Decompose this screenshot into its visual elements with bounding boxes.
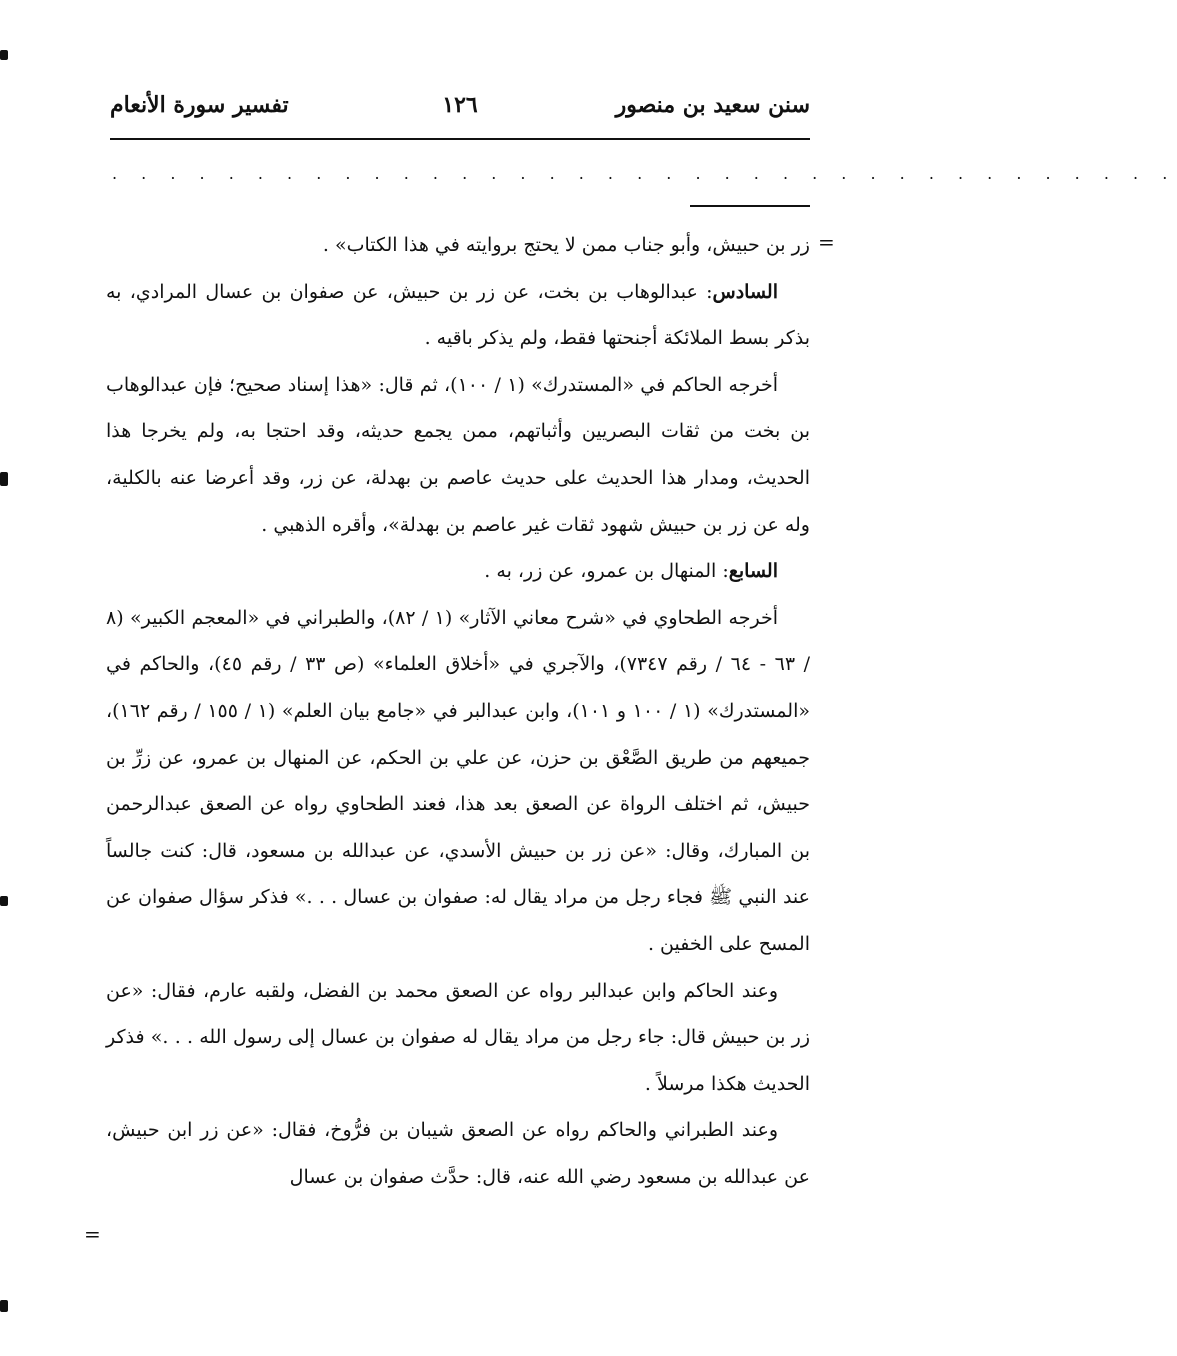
paragraph-text: : عبدالوهاب بن بخت، عن زر بن حبيش، عن صفوان بن عسال المرادي، به بذكر بسط الملائكة أجنحتها فقط، ولم يذكر باقيه . — [106, 280, 810, 350]
header-rule — [110, 138, 810, 140]
book-title: سنن سعيد بن منصور — [615, 92, 810, 118]
continuation-mark-bottom: = — [84, 1222, 101, 1246]
paragraph-text: زر بن حبيش، وأبو جناب ممن لا يحتج بروايته في هذا الكتاب» . — [322, 234, 810, 256]
footnote-body — [106, 222, 810, 1200]
main-text-ellipsis: . . . . . . . . . . . . . . . . . . . . . . . . . . . . . . . . . . . . . — [112, 164, 1177, 183]
chapter-title: تفسير سورة الأنعام — [110, 92, 289, 118]
paragraph — [106, 595, 810, 968]
scan-edge-mark — [0, 50, 8, 60]
scan-edge-mark — [0, 896, 8, 906]
paragraph — [106, 362, 810, 548]
paragraph — [106, 269, 810, 362]
running-header — [110, 92, 810, 128]
paragraph — [106, 968, 810, 1108]
page-number: ١٢٦ — [442, 92, 478, 118]
paragraph — [106, 548, 810, 595]
footnote-separator — [690, 205, 810, 207]
scan-edge-mark — [0, 1300, 8, 1312]
continuation-mark-top: = — [818, 230, 835, 254]
paragraph-text: أخرجه الطحاوي في «شرح معاني الآثار» (١ / ٨٢)، والطبراني في «المعجم الكبير» (٨ / ٦٣ - ٦٤ / رقم ٧٣٤٧)، والآجري في «أخلاق العلماء» (ص ٣٣ / رقم ٤٥)، والحاكم في «المستدرك» (١ / ١٠٠ و ١٠١)، وابن عبدالبر في «جامع بيان العلم» (١ / ١٥٥ / رقم ١٦٢)، جميعهم من طريق الصَّعْق بن حزن، عن علي بن الحكم، عن المنهال بن عمرو، عن زرِّ بن حبيش، ثم اختلف الرواة عن الصعق بعد هذا، فعند الطحاوي رواه عن الصعق عبدالرحمن بن المبارك، وقال: «عن زر بن حبيش الأسدي، عن عبدالله بن مسعود، قال: كنت جالساً عند النبي ﷺ فجاء رجل من مراد يقال له: صفوان بن عسال . . .» فذكر سؤال صفوان عن المسح على الخفين . — [106, 606, 811, 955]
scan-edge-mark — [0, 472, 8, 486]
paragraph-text: : المنهال بن عمرو، عن زر، به . — [484, 560, 729, 583]
paragraph-lead: السادس — [712, 280, 778, 303]
paragraph-text: وعند الحاكم وابن عبدالبر رواه عن الصعق محمد بن الفضل، ولقبه عارم، فقال: «عن زر بن حبيش قال: جاء رجل من مراد يقال له صفوان بن عسال إلى رسول الله . . .» فذكر الحديث هكذا مرسلاً . — [106, 979, 810, 1095]
paragraph — [106, 222, 810, 269]
paragraph-lead: السابع — [728, 560, 778, 583]
paragraph — [106, 1107, 810, 1200]
paragraph-text: أخرجه الحاكم في «المستدرك» (١ / ١٠٠)، ثم قال: «هذا إسناد صحيح؛ فإن عبدالوهاب بن بخت من ثقات البصريين وأثباتهم، ممن يجمع حديثه، وقد احتجا به، ولم يخرجا هذا الحديث، ومدار هذا الحديث على حديث عاصم بن بهدلة، عن زر، وقد أعرضا عنه بالكلية، وله عن زر بن حبيش شهود ثقات غير عاصم بن بهدلة»، وأقره الذهبي . — [106, 373, 810, 536]
paragraph-text: وعند الطبراني والحاكم رواه عن الصعق شيبان بن فرُّوخ، فقال: «عن زر ابن حبيش، عن عبدالله بن مسعود رضي الله عنه، قال: حدَّث صفوان بن عسال — [106, 1119, 810, 1188]
